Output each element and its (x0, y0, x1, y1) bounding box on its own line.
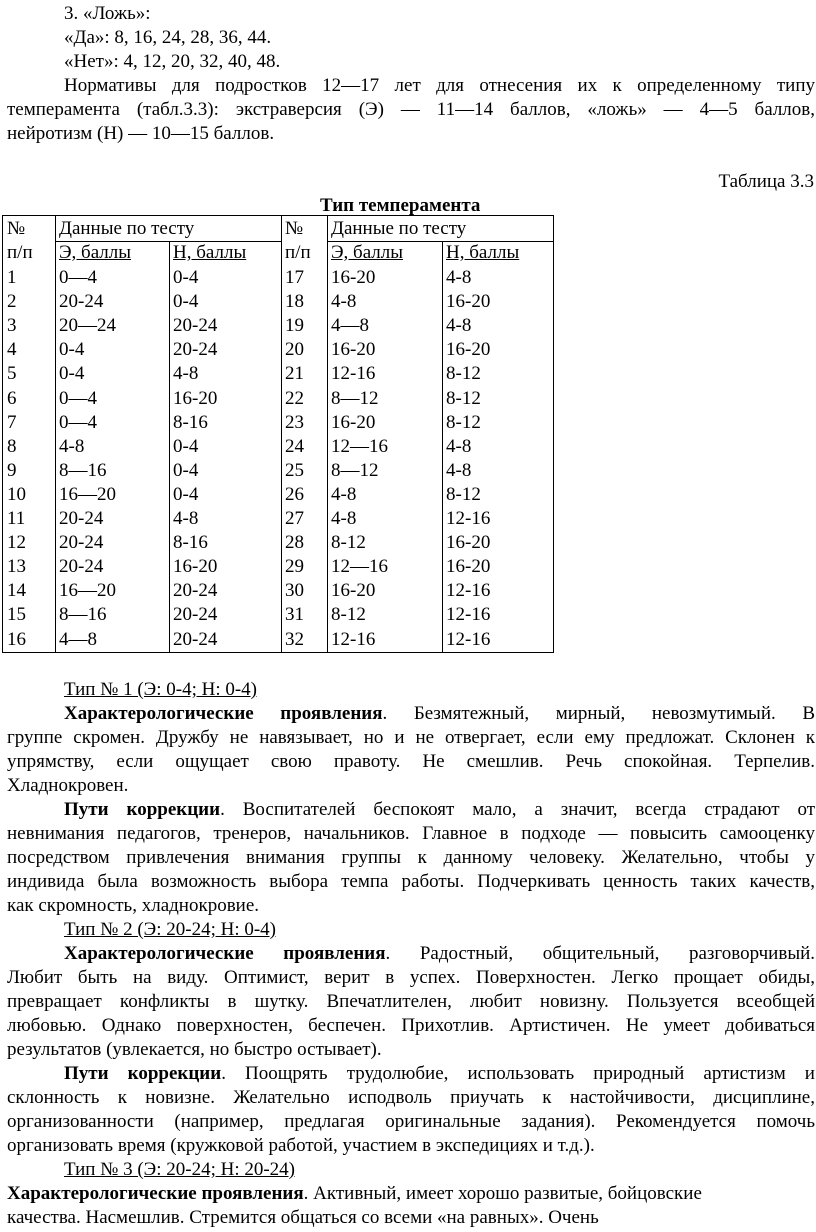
table-cell-e-score: 8—12 (331, 387, 379, 409)
table-cell-num: 27 (285, 508, 304, 529)
table-cell-e-score: 16-20 (331, 580, 376, 602)
table-cell-num: 31 (285, 604, 304, 626)
table-cell-num: 20 (285, 339, 304, 361)
table-cell-e-score: 8—16 (59, 459, 107, 481)
table-cell-n-score: 12-16 (446, 628, 491, 650)
table-cell-e-score: 12-16 (331, 628, 376, 650)
type2-corr-line-2: склонность к новизне. Желательно исподволь приучать к настойчивости, дисциплине, (7, 1087, 815, 1108)
yes-line: «Да»: 8, 16, 24, 28, 36, 44. (64, 27, 272, 48)
table-cell-n-score: 20-24 (173, 604, 218, 626)
table-cell-e-score: 0—4 (59, 411, 97, 433)
type3-char-line-1 (7, 1182, 767, 1206)
table-cell-n-score: 4-8 (446, 435, 472, 457)
header-data-group-left: Данные по тесту (59, 218, 195, 239)
table-cell-n-score: 4-8 (446, 315, 472, 337)
table-cell-e-score: 16—20 (59, 483, 116, 505)
header-num-right: № (285, 218, 304, 239)
table-cell-num: 24 (285, 435, 304, 457)
type3-char-line-2: качества. Насмешлив. Стремится общаться со всеми «на равных». Очень (7, 1207, 599, 1228)
table-cell-e-score: 4-8 (331, 291, 357, 313)
table-cell-num: 18 (285, 291, 304, 313)
type2-char-line-1 (64, 942, 815, 966)
table-cell-num: 22 (285, 387, 304, 409)
table-cell-e-score: 20—24 (59, 315, 116, 337)
table-cell-num: 6 (7, 387, 17, 409)
type2-corr-text-1: . Поощрять трудолюбие, использовать природный артистизм и (221, 1063, 815, 1084)
table-cell-e-score: 8-12 (331, 532, 366, 554)
table-cell-num: 17 (285, 267, 304, 288)
no-line: «Нет»: 4, 12, 20, 32, 40, 48. (64, 51, 281, 72)
table-cell-e-score: 12—16 (331, 435, 388, 457)
table-cell-e-score: 4-8 (59, 435, 85, 457)
table-cell-e-score: 8-12 (331, 604, 366, 626)
table-cell-e-score: 8—16 (59, 604, 107, 626)
type1-char-label: Характерологические проявления (64, 703, 383, 724)
table-cell-n-score: 4-8 (446, 267, 472, 288)
table-cell-e-score: 20-24 (59, 532, 104, 554)
table-cell-n-score: 16-20 (173, 556, 218, 578)
table-cell-e-score: 16-20 (331, 267, 376, 288)
table-cell-num: 32 (285, 628, 304, 650)
table-cell-e-score: 12—16 (331, 556, 388, 578)
type1-char-line-4: Хладнокровен. (7, 775, 129, 796)
table-cell-n-score: 16-20 (446, 532, 491, 554)
lie-heading: 3. «Ложь»: (64, 3, 151, 24)
table-cell-n-score: 8-16 (173, 532, 208, 554)
table-cell-e-score: 4-8 (331, 483, 357, 505)
header-n-right: Н, баллы (446, 242, 520, 263)
table-cell-num: 9 (7, 459, 17, 481)
table-cell-n-score: 0-4 (173, 435, 199, 457)
header-pp-right: п/п (285, 242, 311, 263)
table-cell-num: 25 (285, 459, 304, 481)
type1-char-line-2: группе скромен. Дружбу не навязывает, но и не отвергает, если ему предложат. Склонен к (7, 727, 815, 748)
table-cell-e-score: 20-24 (59, 291, 104, 313)
type2-char-line-5: результатов (увлекается, но быстро остывает). (7, 1039, 382, 1060)
table-cell-num: 29 (285, 556, 304, 578)
table-cell-num: 3 (7, 315, 17, 337)
type2-char-label: Характерологические проявления (64, 943, 386, 964)
table-cell-e-score: 20-24 (59, 556, 104, 578)
type1-corr-label: Пути коррекции (64, 799, 221, 820)
table-cell-num: 11 (7, 508, 26, 529)
table-cell-num: 4 (7, 339, 17, 361)
type2-corr-line-1 (64, 1062, 815, 1086)
table-cell-e-score: 16—20 (59, 580, 116, 602)
table-caption: Таблица 3.3 (718, 171, 814, 192)
table-cell-n-score: 8-12 (446, 411, 481, 433)
table-cell-n-score: 8-12 (446, 483, 481, 505)
header-num-left: № (7, 218, 26, 239)
table-cell-n-score: 20-24 (173, 339, 218, 361)
norms-line-1: Нормативы для подростков 12—17 лет для отнесения их к определенному типу (64, 75, 815, 96)
type1-corr-line-3: посредством привлечения внимания группы к данному человеку. Желательно, чтобы у (7, 847, 815, 868)
table-cell-n-score: 12-16 (446, 604, 491, 626)
table-cell-n-score: 16-20 (173, 387, 218, 409)
header-e-left: Э, баллы (59, 242, 132, 263)
type3-heading: Тип № 3 (Э: 20-24; Н: 20-24) (64, 1159, 296, 1180)
table-cell-n-score: 20-24 (173, 580, 218, 602)
table-cell-n-score: 16-20 (446, 556, 491, 578)
table-cell-num: 26 (285, 483, 304, 505)
type3-char-text-1: . Активный, имеет хорошо развитые, бойцовские (303, 1183, 702, 1204)
table-cell-n-score: 4-8 (446, 459, 472, 481)
type2-char-line-4: любовью. Однако поверхностен, беспечен. Прихотлив. Артистичен. Не умеет добиваться (7, 1015, 815, 1036)
header-pp-left: п/п (7, 242, 33, 263)
norms-line-2: темперамента (табл.3.3): экстраверсия (Э) — 11—14 баллов, «ложь» — 4—5 баллов, (7, 99, 815, 120)
table-cell-e-score: 4-8 (331, 508, 357, 529)
type2-corr-label: Пути коррекции (64, 1063, 222, 1084)
temperament-table (2, 215, 554, 653)
table-cell-n-score: 8-12 (446, 363, 481, 385)
table-title: Тип темперамента (320, 195, 481, 216)
type1-char-text-1: . Безмятежный, мирный, невозмутимый. В (382, 703, 815, 724)
type1-char-line-1 (64, 702, 815, 726)
header-n-left: Н, баллы (173, 242, 247, 263)
table-cell-num: 7 (7, 411, 17, 433)
table-cell-n-score: 0-4 (173, 267, 199, 288)
table-cell-n-score: 0-4 (173, 459, 199, 481)
type1-corr-line-1 (64, 798, 815, 822)
type3-char-label: Характерологические проявления (7, 1183, 304, 1204)
table-cell-num: 21 (285, 363, 304, 385)
table-cell-e-score: 4—8 (331, 315, 369, 337)
table-cell-n-score: 0-4 (173, 483, 199, 505)
header-e-right: Э, баллы (331, 242, 404, 263)
table-cell-num: 5 (7, 363, 17, 385)
type1-corr-line-2: невнимания педагогов, тренеров, начальников. Главное в подходе — повысить самооценку (7, 823, 815, 844)
table-cell-num: 28 (285, 532, 304, 554)
table-cell-num: 8 (7, 435, 17, 457)
table-cell-n-score: 8-12 (446, 387, 481, 409)
table-cell-n-score: 8-16 (173, 411, 208, 433)
table-cell-num: 19 (285, 315, 304, 337)
table-cell-e-score: 20-24 (59, 508, 104, 529)
table-cell-num: 12 (7, 532, 26, 554)
table-cell-e-score: 16-20 (331, 411, 376, 433)
type1-corr-text-1: . Воспитателей беспокоят мало, а значит, всегда страдают от (220, 799, 815, 820)
table-cell-n-score: 16-20 (446, 291, 491, 313)
table-cell-e-score: 0—4 (59, 267, 97, 288)
type2-char-text-1: . Радостный, общительный, разговорчивый. (385, 943, 816, 964)
table-cell-num: 23 (285, 411, 304, 433)
table-cell-e-score: 0-4 (59, 339, 85, 361)
header-data-group-right: Данные по тесту (331, 218, 467, 239)
table-cell-n-score: 4-8 (173, 363, 199, 385)
table-cell-n-score: 12-16 (446, 508, 491, 529)
table-cell-e-score: 4—8 (59, 628, 97, 650)
type2-char-line-2: Любит быть на виду. Оптимист, верит в успех. Поверхностен. Легко прощает обиды, (7, 967, 815, 988)
table-cell-num: 10 (7, 483, 26, 505)
type2-heading: Тип № 2 (Э: 20-24; Н: 0-4) (64, 919, 277, 940)
norms-line-3: нейротизм (Н) — 10—15 баллов. (7, 123, 275, 144)
table-cell-n-score: 4-8 (173, 508, 199, 529)
table-cell-e-score: 0—4 (59, 387, 97, 409)
type2-corr-line-4: организовать время (кружковой работой, участием в экспедициях и т.д.). (7, 1135, 595, 1156)
table-cell-n-score: 0-4 (173, 291, 199, 313)
type1-corr-line-5: как скромность, хладнокровие. (7, 895, 260, 916)
type2-char-line-3: превращает конфликты в шутку. Впечатлителен, любит новизну. Пользуется всеобщей (7, 991, 815, 1012)
table-cell-e-score: 12-16 (331, 363, 376, 385)
type1-corr-line-4: индивида была возможность выбора темпа работы. Подчеркивать ценность таких качеств, (7, 871, 815, 892)
table-cell-num: 30 (285, 580, 304, 602)
table-cell-num: 13 (7, 556, 26, 578)
type2-corr-line-3: организованности (например, предлагая оригинальные задания). Рекомендуется помочь (7, 1111, 815, 1132)
table-cell-num: 14 (7, 580, 26, 602)
table-cell-e-score: 16-20 (331, 339, 376, 361)
table-cell-e-score: 0-4 (59, 363, 85, 385)
table-cell-num: 2 (7, 291, 17, 313)
table-cell-n-score: 12-16 (446, 580, 491, 602)
table-cell-n-score: 16-20 (446, 339, 491, 361)
table-cell-n-score: 20-24 (173, 628, 218, 650)
table-cell-num: 1 (7, 267, 17, 288)
table-cell-n-score: 20-24 (173, 315, 218, 337)
table-cell-num: 16 (7, 628, 26, 650)
type1-char-line-3: упрямству, если ощущает свою правоту. Не смешлив. Речь спокойная. Терпелив. (7, 751, 815, 772)
table-cell-num: 15 (7, 604, 26, 626)
type1-heading: Тип № 1 (Э: 0-4; Н: 0-4) (64, 679, 258, 700)
table-cell-e-score: 8—12 (331, 459, 379, 481)
